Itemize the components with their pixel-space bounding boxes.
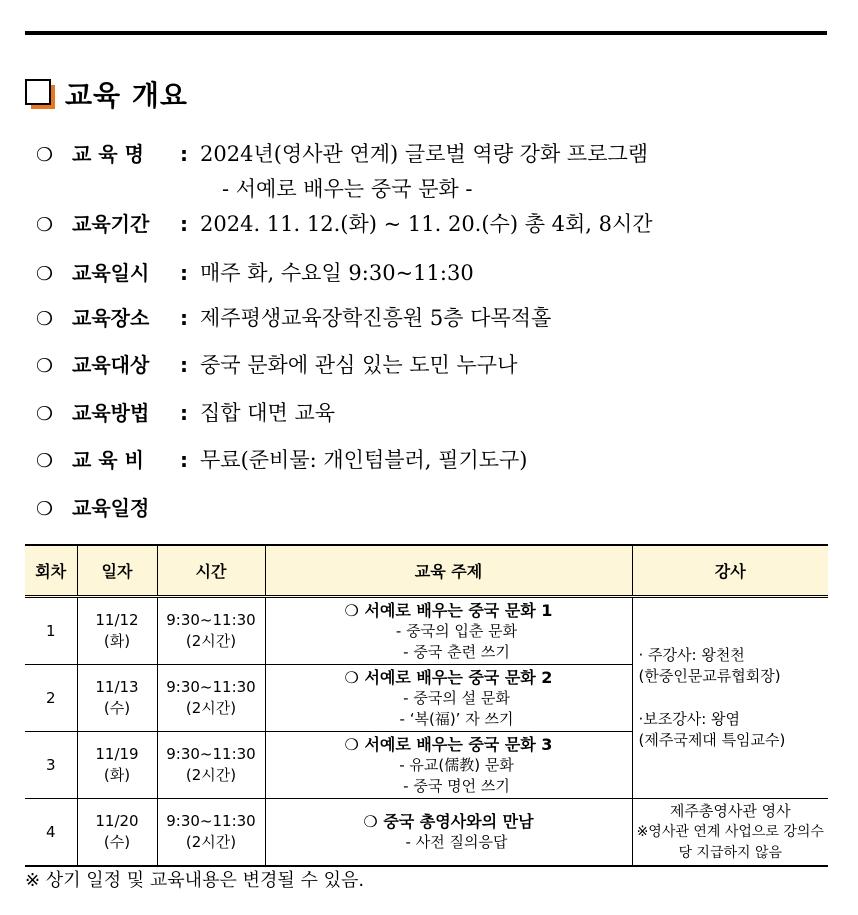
consulate-instructor: 제주총영사관 영사 xyxy=(669,801,791,820)
overview-item xyxy=(36,349,517,379)
time-text: 9:30~11:30 xyxy=(166,678,256,696)
circle-bullet-icon: ❍ xyxy=(36,308,54,330)
session-date xyxy=(77,597,157,665)
topic-detail: - 중국의 설 문화 xyxy=(403,688,510,707)
circle-bullet-icon: ❍ xyxy=(363,812,378,831)
heading-text: 교육 개요 xyxy=(65,79,188,112)
date-text: 11/12 xyxy=(95,611,139,629)
session-time xyxy=(157,732,265,799)
topic-detail: - 유교(儒教) 문화 xyxy=(399,755,514,774)
assistant-instructor-org: (제주국제대 특임교수) xyxy=(638,731,786,749)
time-text: 9:30~11:30 xyxy=(166,611,256,629)
day-text: (수) xyxy=(103,699,131,717)
circle-bullet-icon: ❍ xyxy=(344,600,359,620)
assistant-instructor: ·보조강사: 왕염 xyxy=(638,710,741,728)
session-date xyxy=(77,799,157,867)
circle-bullet-icon: ❍ xyxy=(344,734,359,754)
time-text: 9:30~11:30 xyxy=(166,812,256,830)
instructor-cell xyxy=(632,597,828,799)
topic-detail: - 중국의 입춘 문화 xyxy=(395,621,518,640)
item-value: 중국 문화에 관심 있는 도민 누구나 xyxy=(200,353,518,377)
item-label: 교 육 명 xyxy=(72,142,144,166)
item-colon: : xyxy=(180,401,188,425)
main-instructor: · 주강사: 왕천천 xyxy=(638,646,745,664)
item-value: 집합 대면 교육 xyxy=(200,401,336,425)
header-instructor: 강사 xyxy=(632,545,828,597)
item-label: 교육기간 xyxy=(72,212,150,236)
topic-detail: - 중국 명언 쓰기 xyxy=(403,776,510,795)
topic-title-text: 서예로 배우는 중국 문화 2 xyxy=(364,667,553,687)
day-text: (화) xyxy=(103,632,131,650)
instructor-note: ※영사관 연계 사업으로 강의수당 지급하지 않음 xyxy=(636,823,824,861)
item-colon: : xyxy=(180,353,188,377)
session-time xyxy=(157,799,265,867)
time-text: 9:30~11:30 xyxy=(166,745,256,763)
topic-title-text: 서예로 배우는 중국 문화 1 xyxy=(364,600,553,620)
section-heading xyxy=(25,74,188,114)
circle-bullet-icon: ❍ xyxy=(36,214,54,236)
item-label: 교육일시 xyxy=(72,261,150,285)
topic-title-text: 서예로 배우는 중국 문화 3 xyxy=(364,734,553,754)
overview-item xyxy=(36,444,528,474)
item-colon: : xyxy=(180,212,188,236)
session-no: 4 xyxy=(25,799,77,867)
topic-detail: - 사전 질의응답 xyxy=(405,833,508,851)
schedule-table xyxy=(25,544,828,867)
topic-title xyxy=(266,811,632,832)
topic-title xyxy=(266,600,632,621)
session-topic xyxy=(265,732,632,799)
table-header-row xyxy=(25,545,828,597)
item-value: 2024년(영사관 연계) 글로벌 역량 강화 프로그램 xyxy=(200,142,649,166)
topic-detail: - ‘복(福)’ 자 쓰기 xyxy=(399,709,514,728)
day-text: (화) xyxy=(103,766,131,784)
table-row xyxy=(25,799,828,867)
table-row xyxy=(25,597,828,665)
overview-item xyxy=(36,302,551,332)
session-no: 2 xyxy=(25,665,77,732)
session-topic xyxy=(265,799,632,867)
item-value: 2024. 11. 12.(화) ~ 11. 20.(수) 총 4회, 8시간 xyxy=(200,212,653,236)
circle-bullet-icon: ❍ xyxy=(36,450,54,472)
circle-bullet-icon: ❍ xyxy=(36,498,54,520)
session-time xyxy=(157,665,265,732)
circle-bullet-icon: ❍ xyxy=(36,355,54,377)
header-date: 일자 xyxy=(77,545,157,597)
session-date xyxy=(77,732,157,799)
item-colon: : xyxy=(180,261,188,285)
item-value: 매주 화, 수요일 9:30~11:30 xyxy=(200,261,474,285)
date-text: 11/20 xyxy=(95,812,139,830)
item-value: 제주평생교육장학진흥원 5층 다목적홀 xyxy=(200,306,552,330)
header-topic: 교육 주제 xyxy=(265,545,632,597)
overview-item xyxy=(36,492,180,521)
item-value: 무료(준비물: 개인텀블러, 필기도구) xyxy=(200,448,528,472)
session-time xyxy=(157,597,265,665)
date-text: 11/13 xyxy=(95,678,139,696)
item-colon: : xyxy=(180,448,188,472)
session-topic xyxy=(265,665,632,732)
circle-bullet-icon: ❍ xyxy=(36,403,54,425)
hours-text: (2시간) xyxy=(185,632,237,650)
item-label: 교육일정 xyxy=(72,496,150,520)
topic-detail: - 중국 춘련 쓰기 xyxy=(403,642,510,661)
item-colon: : xyxy=(180,306,188,330)
top-rule xyxy=(25,31,827,35)
consulate-instructor-cell xyxy=(632,799,828,867)
overview-item xyxy=(36,397,335,427)
header-time: 시간 xyxy=(157,545,265,597)
topic-title xyxy=(266,734,632,755)
overview-item xyxy=(36,257,474,287)
item-colon: : xyxy=(180,142,188,166)
circle-bullet-icon: ❍ xyxy=(344,667,359,687)
hours-text: (2시간) xyxy=(185,833,237,851)
main-instructor-org: (한중인문교류협회장) xyxy=(638,667,781,685)
day-text: (수) xyxy=(103,833,131,851)
item-label: 교육방법 xyxy=(72,401,150,425)
footnote: ※ 상기 일정 및 교육내용은 변경될 수 있음. xyxy=(25,870,365,891)
overview-item xyxy=(36,208,653,238)
item-label: 교 육 비 xyxy=(72,448,144,472)
session-topic xyxy=(265,597,632,665)
program-subtitle: - 서예로 배우는 중국 문화 - xyxy=(222,177,473,201)
date-text: 11/19 xyxy=(95,745,139,763)
item-label: 교육대상 xyxy=(72,353,150,377)
topic-title-text: 중국 총영사와의 만남 xyxy=(383,812,534,831)
hours-text: (2시간) xyxy=(185,766,237,784)
item-label: 교육장소 xyxy=(72,306,150,330)
hours-text: (2시간) xyxy=(185,699,237,717)
header-session: 회차 xyxy=(25,545,77,597)
circle-bullet-icon: ❍ xyxy=(36,263,54,285)
session-date xyxy=(77,665,157,732)
overview-item xyxy=(36,138,648,168)
session-no: 1 xyxy=(25,597,77,665)
session-no: 3 xyxy=(25,732,77,799)
square-bullet-icon xyxy=(25,79,55,109)
topic-title xyxy=(266,667,632,688)
circle-bullet-icon: ❍ xyxy=(36,144,54,166)
